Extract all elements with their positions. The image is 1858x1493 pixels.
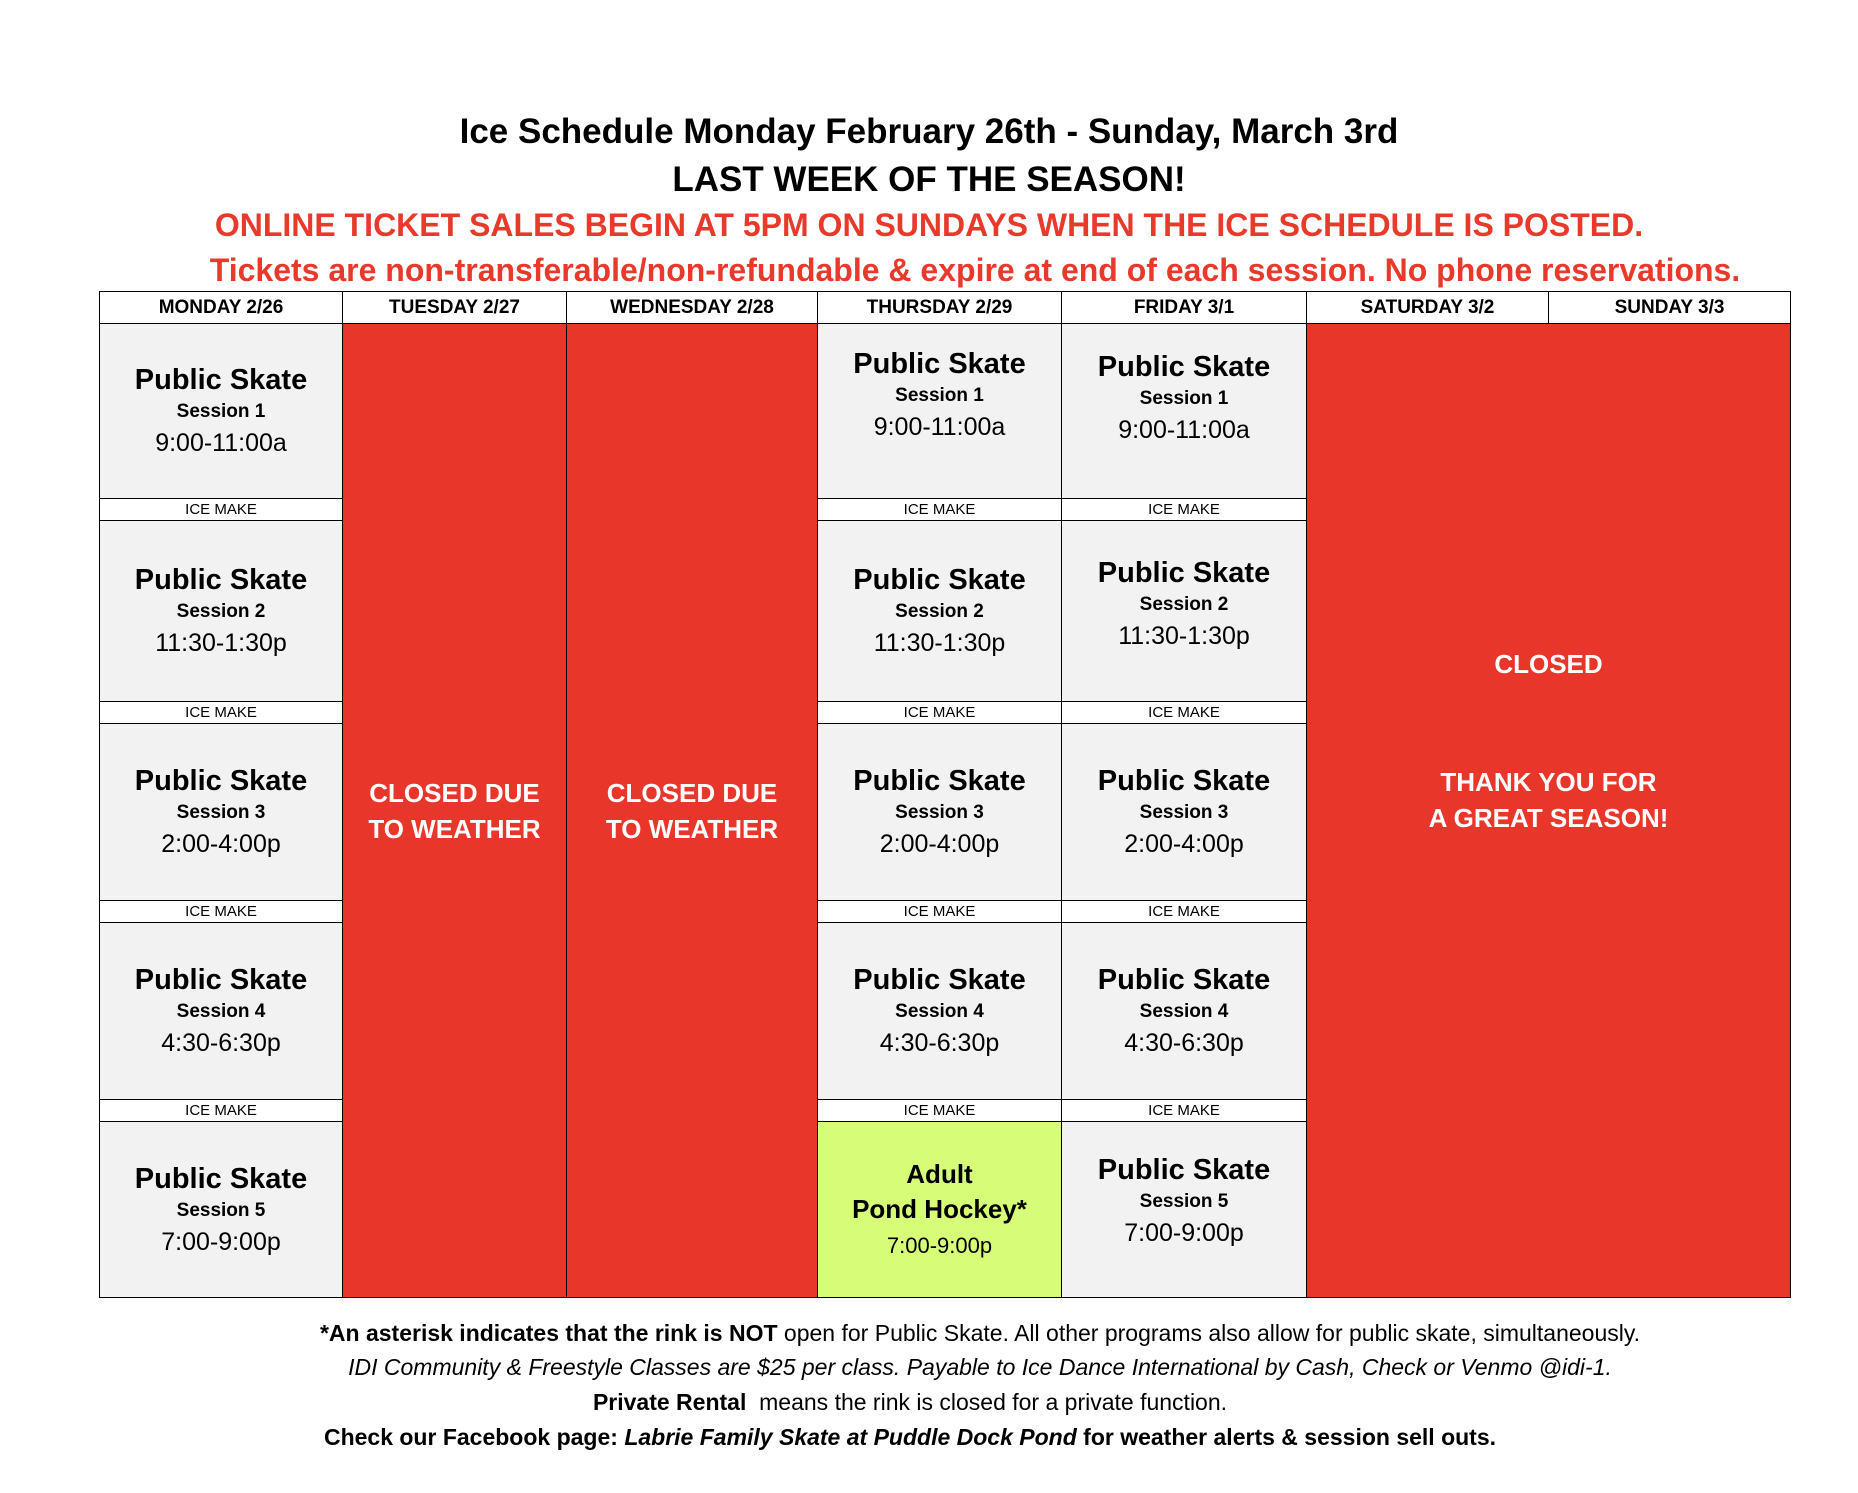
ticket-policy-notice: Tickets are non-transferable/non-refundable & expire at end of each session. No phone reservations. xyxy=(209,252,1741,288)
session-label: Session 3 xyxy=(1139,802,1229,823)
monday-session-1 xyxy=(99,323,343,499)
monday-session-5 xyxy=(99,1121,343,1298)
tuesday-closed-block xyxy=(342,323,567,1298)
session-label: Session 1 xyxy=(1139,388,1229,409)
session-title: Public Skate xyxy=(853,765,1026,797)
day-header-saturday: SATURDAY 3/2 xyxy=(1306,291,1549,324)
asterisk-note-c: open for Public Skate. All other programs also allow for public skate, simultaneously. xyxy=(777,1320,1641,1346)
thursday-session-3 xyxy=(817,723,1062,901)
thursday-ice-make-4: ICE MAKE xyxy=(817,1099,1062,1122)
thursday-adult-pond-hockey xyxy=(817,1121,1062,1298)
monday-session-4 xyxy=(99,922,343,1100)
closed-line-1: CLOSED DUE xyxy=(369,777,540,808)
asterisk-note-a: *An asterisk indicates that the rink is xyxy=(319,1320,729,1346)
facebook-note-a: Check our Facebook page: xyxy=(323,1424,625,1450)
day-header-monday: MONDAY 2/26 xyxy=(99,291,343,324)
ticket-sales-notice: ONLINE TICKET SALES BEGIN AT 5PM ON SUNDAYS WHEN THE ICE SCHEDULE IS POSTED. xyxy=(214,207,1644,243)
session-title: Public Skate xyxy=(134,1162,308,1195)
day-header-sunday: SUNDAY 3/3 xyxy=(1548,291,1791,324)
session-time: 7:00-9:00p xyxy=(1124,1219,1244,1247)
friday-session-5 xyxy=(1061,1121,1307,1298)
session-time: 9:00-11:00a xyxy=(873,413,1006,441)
thursday-ice-make-3: ICE MAKE xyxy=(817,900,1062,923)
private-rental-label: Private Rental xyxy=(592,1389,747,1415)
session-time: 11:30-1:30p xyxy=(1118,622,1250,650)
monday-session-3 xyxy=(99,723,343,901)
private-rental-note xyxy=(160,1389,1660,1416)
session-title: Public Skate xyxy=(1097,1154,1271,1186)
monday-ice-make-4: ICE MAKE xyxy=(99,1099,343,1122)
thursday-ice-make-2: ICE MAKE xyxy=(817,701,1062,724)
session-time: 9:00-11:00a xyxy=(1118,416,1250,444)
thursday-session-1 xyxy=(817,323,1062,499)
session-label: Session 1 xyxy=(176,401,266,422)
asterisk-note-not: NOT xyxy=(728,1320,778,1346)
monday-ice-make-2: ICE MAKE xyxy=(99,701,343,724)
day-header-friday: FRIDAY 3/1 xyxy=(1061,291,1307,324)
friday-ice-make-3: ICE MAKE xyxy=(1061,900,1307,923)
monday-ice-make-3: ICE MAKE xyxy=(99,900,343,923)
session-label: Session 2 xyxy=(176,601,266,622)
thursday-session-4 xyxy=(817,922,1062,1100)
hockey-line-1: Adult xyxy=(906,1158,973,1189)
friday-ice-make-1: ICE MAKE xyxy=(1061,498,1307,521)
session-label: Session 2 xyxy=(1139,594,1229,615)
idi-classes-note: IDI Community & Freestyle Classes are $25 per class. Payable to Ice Dance International by Cash, Check or Venmo @idi-1. xyxy=(348,1354,1612,1380)
friday-session-2 xyxy=(1061,520,1307,702)
closed-line-2: TO WEATHER xyxy=(368,813,541,844)
thursday-session-2 xyxy=(817,520,1062,702)
private-rental-desc: means the rink is closed for a private function. xyxy=(746,1389,1228,1415)
session-title: Public Skate xyxy=(1097,964,1271,996)
session-label: Session 2 xyxy=(895,601,984,622)
session-title: Public Skate xyxy=(1097,351,1271,383)
session-time: 7:00-9:00p xyxy=(161,1227,281,1256)
facebook-note xyxy=(160,1424,1660,1451)
thursday-ice-make-1: ICE MAKE xyxy=(817,498,1062,521)
session-label: Session 4 xyxy=(1139,1001,1229,1022)
season-subtitle: LAST WEEK OF THE SEASON! xyxy=(672,160,1186,199)
session-label: Session 4 xyxy=(176,1001,266,1022)
session-title: Public Skate xyxy=(134,364,308,396)
session-title: Public Skate xyxy=(853,564,1026,596)
hockey-line-2: Pond Hockey* xyxy=(852,1193,1027,1224)
hockey-time: 7:00-9:00p xyxy=(886,1232,993,1258)
day-header-wednesday: WEDNESDAY 2/28 xyxy=(566,291,818,324)
facebook-note-c: for weather alerts & session sell outs. xyxy=(1076,1424,1497,1450)
monday-ice-make-1: ICE MAKE xyxy=(99,498,343,521)
session-time: 2:00-4:00p xyxy=(879,830,1000,858)
session-label: Session 1 xyxy=(895,385,984,406)
thank-you-line-2: A GREAT SEASON! xyxy=(1428,803,1669,833)
session-time: 2:00-4:00p xyxy=(1124,830,1244,858)
session-time: 2:00-4:00p xyxy=(161,830,281,858)
session-title: Public Skate xyxy=(134,564,308,596)
session-time: 11:30-1:30p xyxy=(873,629,1006,657)
weekend-closed-label: CLOSED xyxy=(1494,649,1603,679)
session-title: Public Skate xyxy=(1097,765,1271,797)
session-title: Public Skate xyxy=(1097,557,1271,589)
thank-you-line-1: THANK YOU FOR xyxy=(1440,767,1657,797)
session-title: Public Skate xyxy=(134,765,308,797)
session-time: 4:30-6:30p xyxy=(161,1029,281,1057)
day-header-tuesday: TUESDAY 2/27 xyxy=(342,291,567,324)
session-title: Public Skate xyxy=(853,348,1026,380)
session-time: 4:30-6:30p xyxy=(879,1029,1000,1057)
closed-line-2: TO WEATHER xyxy=(605,813,779,844)
session-label: Session 3 xyxy=(895,802,984,823)
session-label: Session 5 xyxy=(1139,1191,1229,1212)
wednesday-closed-block xyxy=(566,323,818,1298)
monday-session-2 xyxy=(99,520,343,702)
weekend-closed-block xyxy=(1306,323,1791,1298)
facebook-page-name: Labrie Family Skate at Puddle Dock Pond xyxy=(624,1424,1077,1450)
session-label: Session 3 xyxy=(176,802,266,823)
closed-line-1: CLOSED DUE xyxy=(606,777,778,808)
friday-ice-make-2: ICE MAKE xyxy=(1061,701,1307,724)
friday-session-3 xyxy=(1061,723,1307,901)
session-label: Session 4 xyxy=(895,1001,984,1022)
session-label: Session 5 xyxy=(176,1199,266,1221)
day-header-thursday: THURSDAY 2/29 xyxy=(817,291,1062,324)
session-title: Public Skate xyxy=(134,964,308,996)
schedule-title: Ice Schedule Monday February 26th - Sunday, March 3rd xyxy=(459,112,1399,151)
session-time: 11:30-1:30p xyxy=(155,629,287,657)
session-time: 4:30-6:30p xyxy=(1124,1029,1244,1057)
friday-session-1 xyxy=(1061,323,1307,499)
friday-session-4 xyxy=(1061,922,1307,1100)
asterisk-note xyxy=(160,1320,1800,1347)
session-time: 9:00-11:00a xyxy=(155,429,287,457)
friday-ice-make-4: ICE MAKE xyxy=(1061,1099,1307,1122)
session-title: Public Skate xyxy=(853,964,1026,996)
